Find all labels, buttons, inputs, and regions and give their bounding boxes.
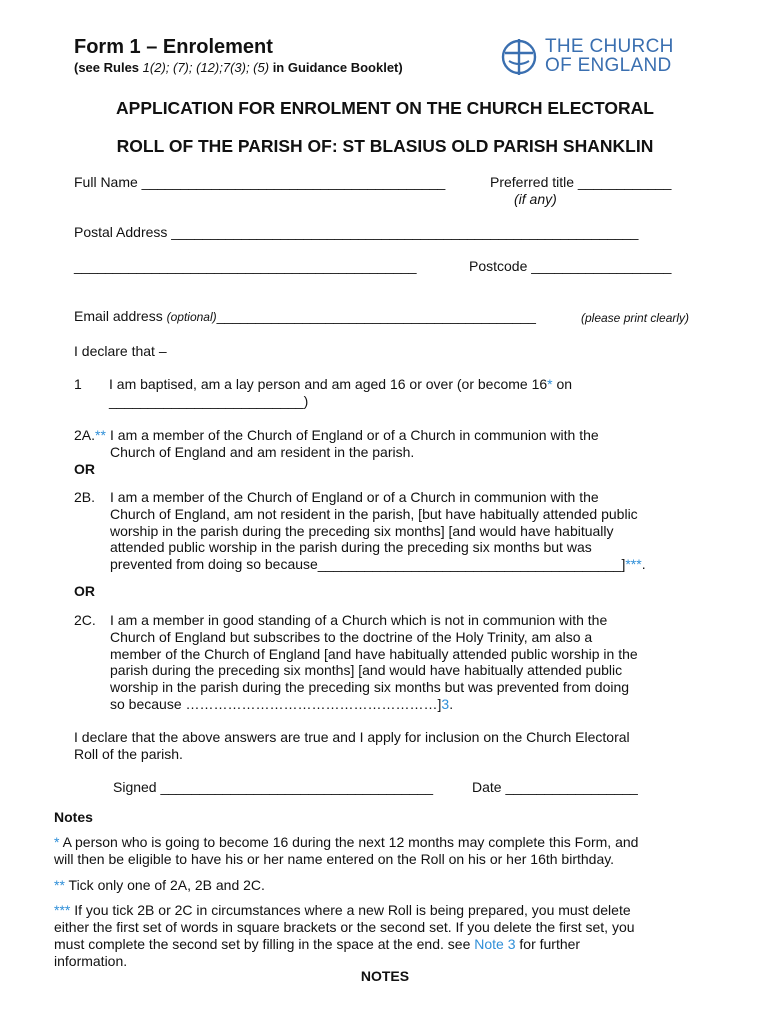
if-any-hint: (if any) xyxy=(514,191,557,207)
item2b-text: I am a member of the Church of England or of a Church in communion with the Church of England, am not resident in the parish, [but have habitually attended public worship in the parish during the preceding six months] [and would have habitually attended public worship in the parish during the preceding six months but was prevented from doing so because_______________________________________]***. xyxy=(110,489,646,573)
note-1: * A person who is going to become 16 during the next 12 months may complete this Form, and will then be eligible to have his or her name entered on the Roll on his or her 16th birthday. xyxy=(54,834,639,867)
church-cross-icon xyxy=(500,36,540,78)
form-subtitle: (see Rules 1(2); (7); (12);7(3); (5) in Guidance Booklet) xyxy=(74,60,403,75)
item1-number: 1 xyxy=(74,376,82,392)
email-field[interactable]: Email address (optional)_________________________________________ xyxy=(74,308,536,324)
form-title: Form 1 – Enrolement xyxy=(74,36,273,58)
item2a-label[interactable]: 2A.** xyxy=(74,427,106,443)
declare-intro: I declare that – xyxy=(74,343,167,359)
or-separator-2: OR xyxy=(74,583,95,599)
preferred-title-field[interactable]: Preferred title ____________ xyxy=(490,174,672,190)
item1-text: I am baptised, am a lay person and am aged 16 or over (or become 16* on _________________________) xyxy=(109,376,573,409)
note-2: ** Tick only one of 2A, 2B and 2C. xyxy=(54,877,265,893)
item2a-text: I am a member of the Church of England or of a Church in communion with the Church of England and am resident in the parish. xyxy=(110,427,599,460)
church-of-england-logo xyxy=(500,36,540,83)
item2c-label[interactable]: 2C. xyxy=(74,612,96,628)
or-separator-1: OR xyxy=(74,461,95,477)
note-3-link[interactable]: Note 3 xyxy=(474,936,516,952)
print-clearly-hint: (please print clearly) xyxy=(581,311,690,325)
item2b-label[interactable]: 2B. xyxy=(74,489,96,505)
postcode-field[interactable]: Postcode __________________ xyxy=(469,258,672,274)
full-name-field[interactable]: Full Name _______________________________________ xyxy=(74,174,446,190)
notes-footer: NOTES xyxy=(360,968,410,984)
application-heading-line2: ROLL OF THE PARISH OF: ST BLASIUS OLD PARISH SHANKLIN xyxy=(116,136,654,156)
postal-address-field[interactable]: Postal Address ____________________________________________________________ xyxy=(74,224,639,240)
signed-field[interactable]: Signed ___________________________________ xyxy=(113,779,433,795)
application-heading-line1: APPLICATION FOR ENROLMENT ON THE CHURCH ELECTORAL xyxy=(116,98,654,118)
declaration-text: I declare that the above answers are true and I apply for inclusion on the Church Electoral Roll of the parish. xyxy=(74,729,630,762)
item2c-text: I am a member in good standing of a Church which is not in communion with the Church of England but subscribes to the doctrine of the Holy Trinity, am also a member of the Church of England [and have habitually attended public worship in the parish during the preceding six months] [and would have habitually attended public worship in the parish during the preceding six months but was prevented from doing so because ………………………………………………]3. xyxy=(110,612,638,712)
address-line2-field[interactable]: ____________________________________________ xyxy=(74,258,417,274)
notes-heading: Notes xyxy=(54,809,93,825)
logo-text: THE CHURCH OF ENGLAND xyxy=(545,36,674,76)
date-field[interactable]: Date _________________ xyxy=(472,779,638,795)
note-3: *** If you tick 2B or 2C in circumstances where a new Roll is being prepared, you must delete either the first set of words in square brackets or the second set. If you delete the first set, you must complete the second set by filling in the space at the end. see Note 3 for further information. xyxy=(54,902,635,969)
